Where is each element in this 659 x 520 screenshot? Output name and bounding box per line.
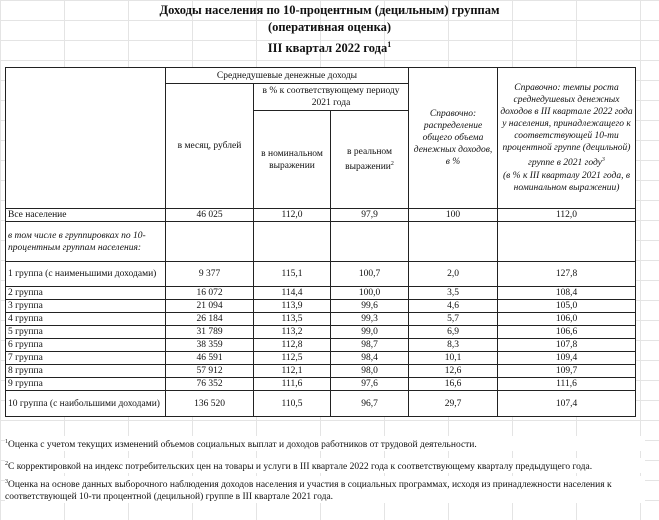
- footnote-text: С корректировкой на индекс потребительских цен на товары и услуги в III квартале 2022 года к соответствующему кварталу предыдущего года.: [8, 462, 593, 473]
- header-pct-period: в % к соответствующему периоду 2021 года: [254, 84, 409, 111]
- header-real-text: в реальном выражении: [345, 146, 392, 173]
- row-label: Все население: [6, 209, 166, 222]
- cell: 112,5: [254, 352, 331, 365]
- header-per-month: в месяц, рублей: [166, 84, 254, 209]
- row-label: 7 группа: [6, 352, 166, 365]
- table-row: [6, 365, 636, 378]
- cell: 109,7: [498, 365, 636, 378]
- cell: 114,4: [254, 287, 331, 300]
- row-label: 5 группа: [6, 326, 166, 339]
- document-title: [0, 2, 659, 57]
- cell: 57 912: [166, 365, 254, 378]
- cell: 10,1: [409, 352, 498, 365]
- cell: 38 359: [166, 339, 254, 352]
- table-row-subheading: [6, 222, 636, 262]
- cell: 113,9: [254, 300, 331, 313]
- cell: 113,2: [254, 326, 331, 339]
- row-label: 10 группа (с наибольшими доходами): [6, 391, 166, 417]
- subheading: в том числе в группировках по 10-процентным группам населения:: [6, 222, 166, 262]
- cell: 100: [409, 209, 498, 222]
- cell: 31 789: [166, 326, 254, 339]
- table-row-total: [6, 209, 636, 222]
- row-label: 6 группа: [6, 339, 166, 352]
- footnote-3: [5, 476, 645, 503]
- cell: 46 025: [166, 209, 254, 222]
- cell: 99,0: [331, 326, 409, 339]
- cell: 46 591: [166, 352, 254, 365]
- cell: 112,1: [254, 365, 331, 378]
- cell: 111,6: [498, 378, 636, 391]
- cell: 106,6: [498, 326, 636, 339]
- header-nominal: в номинальном выражении: [254, 111, 331, 209]
- cell: 98,4: [331, 352, 409, 365]
- footnote-num: 1: [5, 439, 8, 445]
- cell: 115,1: [254, 262, 331, 287]
- footnote-ref: 2: [390, 160, 394, 167]
- title-line-2: (оперативная оценка): [267, 20, 392, 34]
- title-footnote-ref: 1: [387, 40, 392, 49]
- cell: 113,5: [254, 313, 331, 326]
- header-avg-income: Среднедушевые денежные доходы: [166, 68, 409, 84]
- table-row: [6, 313, 636, 326]
- row-label: 4 группа: [6, 313, 166, 326]
- header-growth: [498, 68, 636, 209]
- footnote-num: 3: [5, 479, 8, 485]
- cell: 99,3: [331, 313, 409, 326]
- cell: 112,0: [254, 209, 331, 222]
- table-row: [6, 391, 636, 417]
- cell: 29,7: [409, 391, 498, 417]
- cell: 8,3: [409, 339, 498, 352]
- title-line-1: Доходы населения по 10-процентным (децильным) группам: [159, 3, 500, 17]
- footnote-text: Оценка на основе данных выборочного наблюдения доходов населения и участия в социальных программах, исходя из принадлежности населения к соответствующей 10-ти процентной (децильной) группе в III квартале 2021 года.: [5, 480, 612, 503]
- table-row: [6, 339, 636, 352]
- header-real: [331, 111, 409, 209]
- footnote-num: 2: [5, 461, 8, 467]
- cell: 109,4: [498, 352, 636, 365]
- cell: 16,6: [409, 378, 498, 391]
- cell: 107,8: [498, 339, 636, 352]
- cell: 112,8: [254, 339, 331, 352]
- header-blank: [6, 68, 166, 209]
- cell: 105,0: [498, 300, 636, 313]
- income-table: [5, 67, 636, 417]
- cell: 5,7: [409, 313, 498, 326]
- cell: 16 072: [166, 287, 254, 300]
- cell: 99,6: [331, 300, 409, 313]
- cell: 98,0: [331, 365, 409, 378]
- header-distribution: Справочно: распределение общего объема денежных доходов, в %: [409, 68, 498, 209]
- header-growth-note: (в % к III кварталу 2021 года, в номинальном выражении): [503, 170, 630, 193]
- cell: 110,5: [254, 391, 331, 417]
- cell: 108,4: [498, 287, 636, 300]
- title-line-3: [0, 36, 659, 57]
- table-row: [6, 378, 636, 391]
- cell: 127,8: [498, 262, 636, 287]
- cell: 107,4: [498, 391, 636, 417]
- footnote-text: Оценка с учетом текущих изменений объемов социальных выплат и доходов работников от трудовой деятельности.: [8, 440, 477, 451]
- cell: 21 094: [166, 300, 254, 313]
- table-row: [6, 326, 636, 339]
- cell: 106,0: [498, 313, 636, 326]
- cell: 6,9: [409, 326, 498, 339]
- cell: 136 520: [166, 391, 254, 417]
- cell: 112,0: [498, 209, 636, 222]
- title-line-3-text: III квартал 2022 года: [267, 41, 388, 56]
- cell: 100,0: [331, 287, 409, 300]
- header-growth-text: Справочно: темпы роста среднедушевых денежных доходов в III квартале 2022 года у населения, принадлежащего к соответствующей 10-ти процентной группе (децильной) группе в 2021 году: [500, 83, 633, 169]
- row-label: 1 группа (с наименьшими доходами): [6, 262, 166, 287]
- row-label: 2 группа: [6, 287, 166, 300]
- cell: 4,6: [409, 300, 498, 313]
- cell: 9 377: [166, 262, 254, 287]
- cell: 98,7: [331, 339, 409, 352]
- cell: 3,5: [409, 287, 498, 300]
- cell: 97,6: [331, 378, 409, 391]
- cell: 12,6: [409, 365, 498, 378]
- cell: 100,7: [331, 262, 409, 287]
- cell: 26 184: [166, 313, 254, 326]
- table-row: [6, 352, 636, 365]
- footnote-ref: 3: [601, 157, 605, 164]
- cell: 2,0: [409, 262, 498, 287]
- cell: 96,7: [331, 391, 409, 417]
- row-label: 9 группа: [6, 378, 166, 391]
- cell: 111,6: [254, 378, 331, 391]
- cell: 97,9: [331, 209, 409, 222]
- footnote-1: [5, 436, 645, 451]
- table-row: [6, 300, 636, 313]
- row-label: 8 группа: [6, 365, 166, 378]
- cell: 76 352: [166, 378, 254, 391]
- table-row: [6, 262, 636, 287]
- table-row: [6, 287, 636, 300]
- row-label: 3 группа: [6, 300, 166, 313]
- footnote-2: [5, 458, 645, 473]
